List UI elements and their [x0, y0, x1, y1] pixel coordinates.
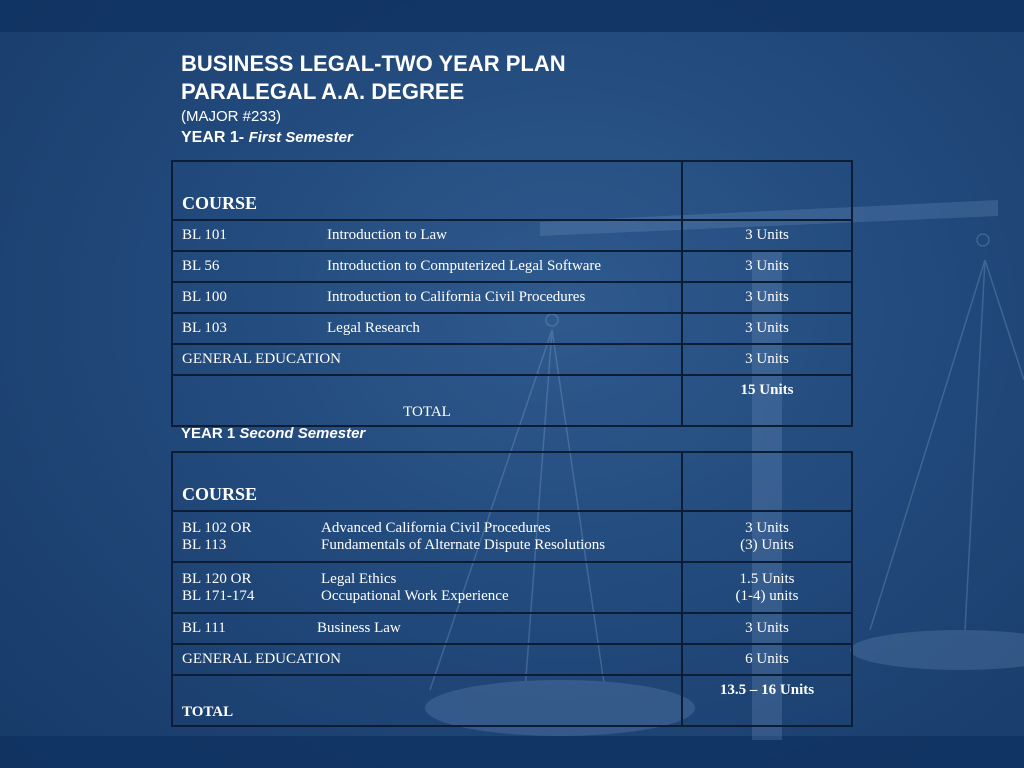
- course-title: Legal Research: [327, 320, 420, 336]
- table-row: [172, 562, 852, 613]
- course-code: BL 111: [182, 620, 226, 636]
- course-units: 3 Units: [682, 613, 852, 644]
- table-row: [172, 251, 852, 282]
- year1-first-semester-heading: [181, 128, 566, 148]
- total-label: TOTAL: [172, 675, 682, 726]
- total-row: [172, 375, 852, 426]
- course-units: (1-4) units: [735, 587, 799, 604]
- course-units: 3 Units: [682, 313, 852, 344]
- total-units: 15 Units: [682, 375, 852, 426]
- first-semester-table: [171, 160, 853, 427]
- units-header-cell: [682, 161, 852, 220]
- course-cell: [172, 251, 682, 282]
- table-header-row: [172, 161, 852, 220]
- course-units-cell: [682, 511, 852, 562]
- page-title-line1: BUSINESS LEGAL-TWO YEAR PLAN: [181, 51, 566, 76]
- course-title: Introduction to Law: [327, 227, 447, 243]
- gen-ed-units: 6 Units: [682, 644, 852, 675]
- course-code: BL 103: [182, 320, 227, 336]
- semester-label: First Semester: [248, 129, 353, 146]
- year-label: YEAR 1-: [181, 129, 245, 146]
- course-title: Advanced California Civil Procedures: [321, 519, 551, 536]
- course-title: Fundamentals of Alternate Dispute Resolutions: [321, 536, 606, 553]
- course-cell: [172, 220, 682, 251]
- course-header-cell: [172, 161, 682, 220]
- course-cell: [172, 282, 682, 313]
- course-header: COURSE: [182, 193, 258, 213]
- course-code: BL 100: [182, 289, 227, 305]
- major-number: (MAJOR #233): [181, 108, 282, 125]
- total-label: TOTAL: [172, 375, 682, 426]
- course-title: Occupational Work Experience: [321, 587, 509, 604]
- gen-ed-units: 3 Units: [682, 344, 852, 375]
- year1-second-semester-heading: [181, 424, 365, 444]
- page-header: [181, 50, 566, 148]
- page-title-line2: PARALEGAL A.A. DEGREE: [181, 79, 465, 104]
- gen-ed-row: [172, 644, 852, 675]
- year-label: YEAR 1: [181, 425, 236, 442]
- gen-ed-label: GENERAL EDUCATION: [172, 644, 682, 675]
- course-cell: [172, 562, 682, 613]
- course-cell: [172, 511, 682, 562]
- gen-ed-label: GENERAL EDUCATION: [172, 344, 682, 375]
- course-code: BL 113: [182, 536, 227, 553]
- course-units: 3 Units: [745, 519, 789, 536]
- course-header: COURSE: [182, 484, 258, 504]
- table-header-row: [172, 452, 852, 511]
- table-row: [172, 313, 852, 344]
- units-header-cell: [682, 452, 852, 511]
- course-code: BL 171-174: [182, 587, 255, 604]
- total-units: 13.5 – 16 Units: [682, 675, 852, 726]
- gen-ed-row: [172, 344, 852, 375]
- course-units: 3 Units: [682, 251, 852, 282]
- table-row: [172, 613, 852, 644]
- course-title: Introduction to California Civil Procedures: [327, 289, 586, 305]
- course-units: 1.5 Units: [739, 570, 795, 587]
- semester-label: Second Semester: [239, 425, 366, 442]
- course-code: BL 101: [182, 227, 227, 243]
- course-cell: [172, 613, 682, 644]
- course-units: (3) Units: [740, 536, 794, 553]
- course-code: BL 56: [182, 258, 220, 274]
- course-units: 3 Units: [682, 220, 852, 251]
- table-row: [172, 511, 852, 562]
- course-title: Legal Ethics: [321, 570, 397, 587]
- course-title: Business Law: [317, 620, 401, 636]
- course-code: BL 120 OR: [182, 570, 252, 587]
- course-units-cell: [682, 562, 852, 613]
- table-row: [172, 282, 852, 313]
- course-header-cell: [172, 452, 682, 511]
- course-cell: [172, 313, 682, 344]
- second-semester-table: [171, 451, 853, 727]
- course-units: 3 Units: [682, 282, 852, 313]
- table-row: [172, 220, 852, 251]
- course-title: Introduction to Computerized Legal Software: [327, 258, 602, 274]
- course-code: BL 102 OR: [182, 519, 252, 536]
- total-row: [172, 675, 852, 726]
